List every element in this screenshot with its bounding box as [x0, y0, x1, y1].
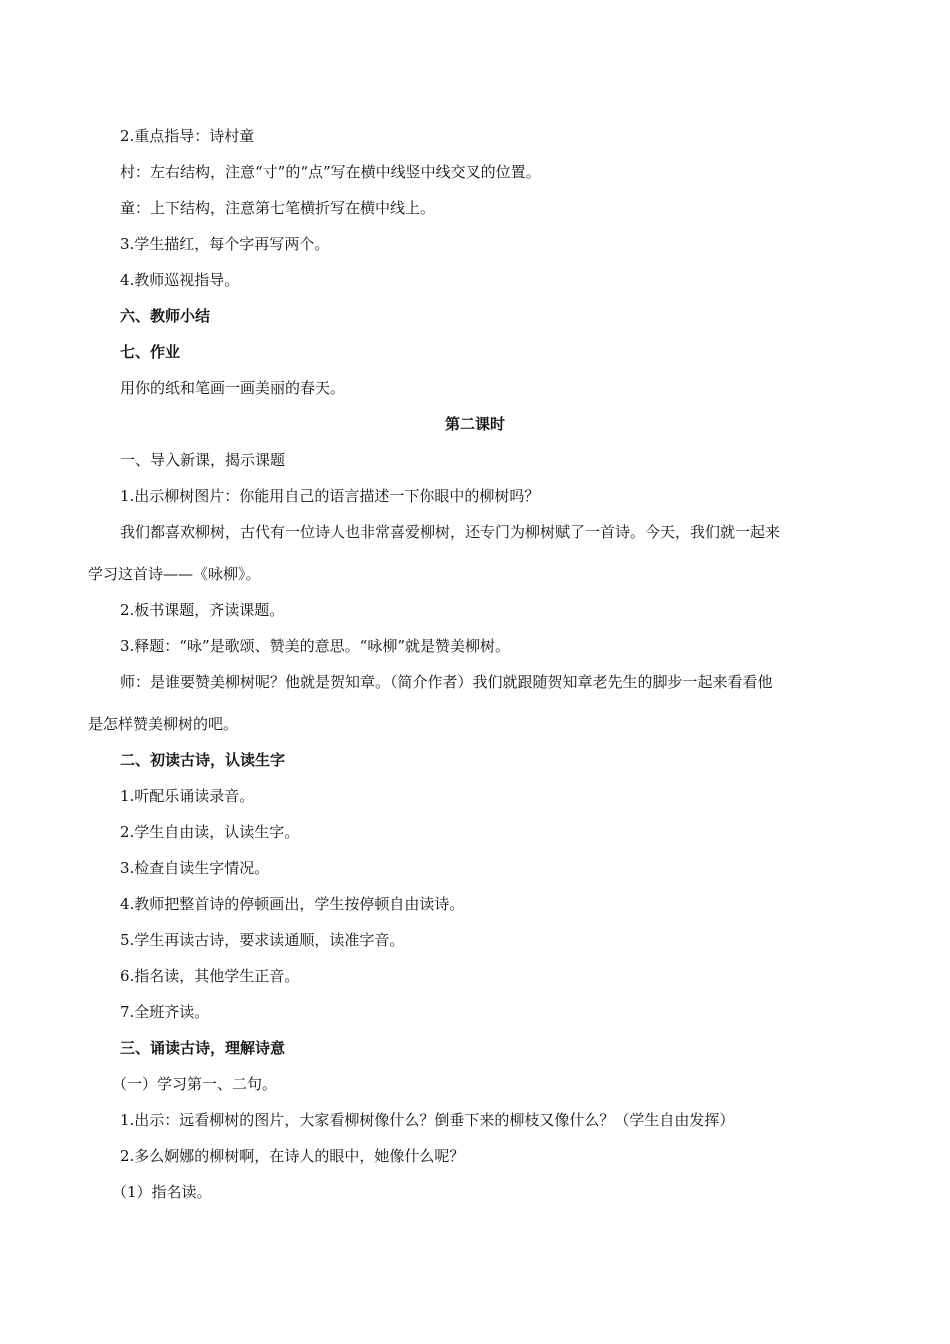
text-line: 学习这首诗——《咏柳》。: [88, 565, 261, 583]
text-line: 2.板书课题，齐读课题。: [120, 601, 285, 619]
text-line: 是怎样赞美柳树的吧。: [88, 715, 239, 733]
text-line: （1）指名读。: [112, 1183, 212, 1201]
text-line: 师：是谁要赞美柳树呢？他就是贺知章。（简介作者）我们就跟随贺知章老先生的脚步一起来看看他: [120, 673, 773, 691]
lesson-title: 第二课时: [444, 415, 505, 433]
text-line: 2.多么婀娜的柳树啊，在诗人的眼中，她像什么呢？: [120, 1147, 465, 1165]
text-line: 3.学生描红，每个字再写两个。: [120, 235, 330, 253]
text-line: 6.指名读，其他学生正音。: [120, 967, 300, 985]
text-line: 2.学生自由读，认读生字。: [120, 823, 300, 841]
text-line: （一）学习第一、二句。: [112, 1075, 278, 1093]
text-line: 1.出示柳树图片：你能用自己的语言描述一下你眼中的柳树吗？: [120, 487, 540, 505]
text-line: 童：上下结构，注意第七笔横折写在横中线上。: [120, 199, 436, 217]
section-heading: 一、导入新课，揭示课题: [120, 451, 286, 469]
section-heading: 二、初读古诗，认读生字: [120, 751, 286, 769]
text-line: 4.教师巡视指导。: [120, 271, 240, 289]
text-line: 我们都喜欢柳树，古代有一位诗人也非常喜爱柳树，还专门为柳树赋了一首诗。今天，我们就一起来: [120, 523, 781, 541]
text-line: 1.听配乐诵读录音。: [120, 787, 255, 805]
text-line: 5.学生再读古诗，要求读通顺，读准字音。: [120, 931, 405, 949]
section-heading: 三、诵读古诗，理解诗意: [120, 1039, 286, 1057]
text-line: 3.检查自读生字情况。: [120, 859, 270, 877]
section-heading: 六、教师小结: [120, 307, 211, 325]
text-line: 用你的纸和笔画一画美丽的春天。: [120, 379, 346, 397]
text-line: 村：左右结构，注意“寸”的“点”写在横中线竖中线交叉的位置。: [120, 163, 541, 181]
text-line: 3.释题：“咏”是歌颂、赞美的意思。“咏柳”就是赞美柳树。: [120, 637, 510, 655]
text-line: 1.出示：远看柳树的图片，大家看柳树像什么？倒垂下来的柳枝又像什么？（学生自由发挥）: [120, 1111, 735, 1129]
text-line: 4.教师把整首诗的停顿画出，学生按停顿自由读诗。: [120, 895, 465, 913]
text-line: 7.全班齐读。: [120, 1003, 210, 1021]
text-line: 2.重点指导：诗村童: [120, 127, 255, 145]
section-heading: 七、作业: [120, 343, 181, 361]
